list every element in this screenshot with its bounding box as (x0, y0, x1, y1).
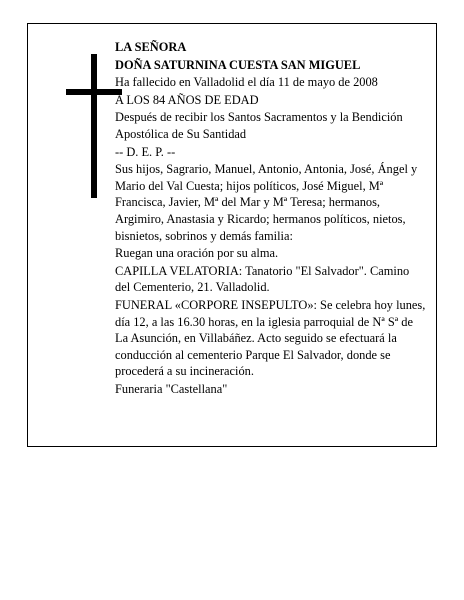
chapel-info: CAPILLA VELATORIA: Tanatorio "El Salvador". Camino del Cementerio, 21. Valladolid. (115, 263, 410, 295)
age-info: A LOS 84 AÑOS DE EDAD (115, 92, 259, 107)
family-list: Sus hijos, Sagrario, Manuel, Antonio, Antonia, José, Ángel y Mario del Val Cuesta; hijos políticos, José Miguel, Mª Francisca, Javier, Mª del Mar y Mª Teresa; hermanos, Argimiro, Anastasia y Ricardo; hermanos políticos, nietos, bisnietos, sobrinos y demás familia: (115, 162, 418, 243)
death-info: Ha fallecido en Valladolid el día 11 de mayo de 2008 (115, 75, 378, 90)
obituary-notice (27, 23, 437, 447)
prayer-request: Ruegan una oración por su alma. (115, 246, 279, 261)
deceased-name: DOÑA SATURNINA CUESTA SAN MIGUEL (115, 57, 361, 72)
funeral-info: FUNERAL «CORPORE INSEPULTO»: Se celebra hoy lunes, día 12, a las 16.30 horas, en la iglesia parroquial de Nª Sª de La Asunción, en Villabáñez. Acto seguido se efectuará la conducción al cementerio Parque El Salvador, donde se procederá a su incineración. (115, 297, 426, 379)
heading-title: LA SEÑORA (115, 40, 187, 54)
rip-line: -- D. E. P. -- (115, 144, 176, 159)
notice-text (115, 39, 427, 397)
cross-horizontal-bar (66, 89, 122, 95)
cross-icon (66, 54, 122, 198)
sacraments-text: Después de recibir los Santos Sacramentos y la Bendición Apostólica de Su Santidad (115, 110, 403, 141)
funeral-home: Funeraria "Castellana" (115, 381, 228, 396)
cross-vertical-bar (91, 54, 97, 198)
